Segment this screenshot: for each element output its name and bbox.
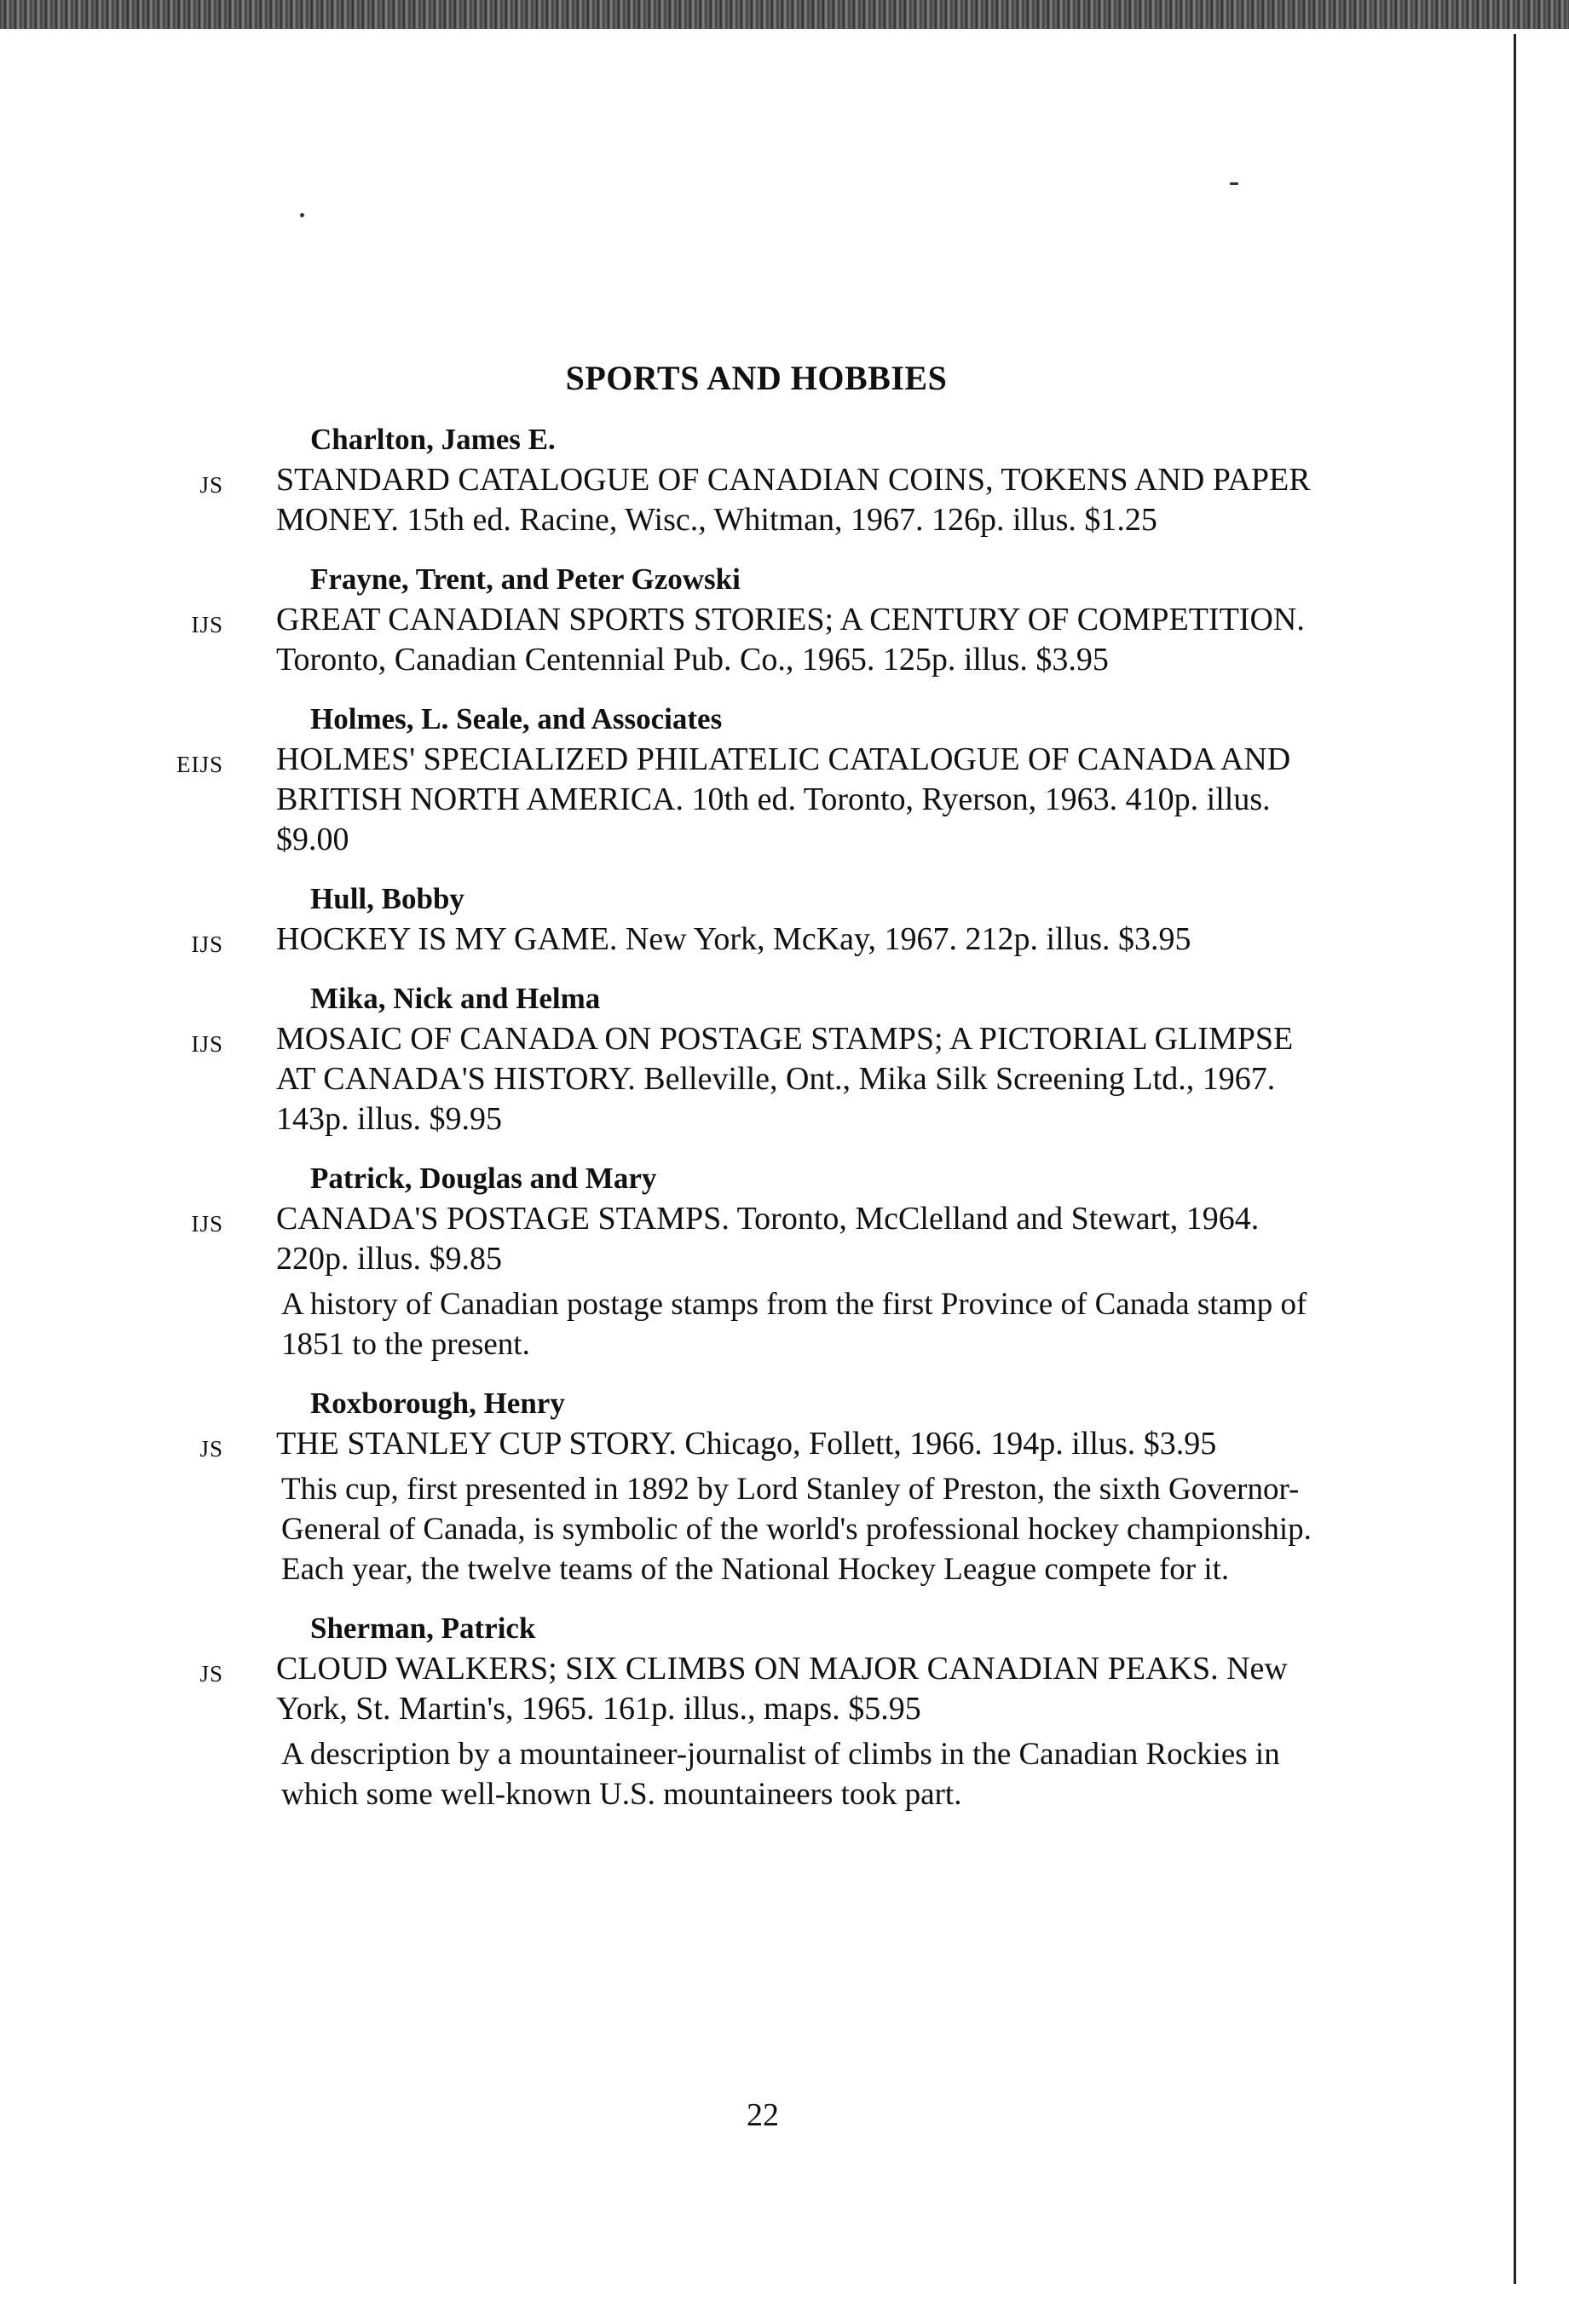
- reading-level-code: JS: [199, 1661, 223, 1687]
- entry-annotation: A history of Canadian postage stamps from the first Province of Canada stamp of 1851 to the present.: [281, 1287, 1307, 1362]
- entry-citation-row: [0, 460, 1569, 540]
- entry-author: Mika, Nick and Helma: [310, 982, 601, 1015]
- entry-author: Roxborough, Henry: [310, 1387, 565, 1420]
- bibliography-entry: [0, 419, 1569, 540]
- reading-level-code: JS: [199, 1436, 223, 1462]
- entry-author: Sherman, Patrick: [310, 1612, 536, 1645]
- entry-citation: CLOUD WALKERS; SIX CLIMBS ON MAJOR CANADIAN PEAKS. New York, St. Martin's, 1965. 161p. illus., maps. $5.95: [276, 1651, 1288, 1727]
- bibliography-entry: [0, 879, 1569, 960]
- entry-citation-row: [0, 1649, 1569, 1729]
- bibliography-entry: [0, 1158, 1569, 1364]
- entry-citation-row: [0, 1424, 1569, 1464]
- reading-level-code: IJS: [191, 1031, 223, 1057]
- section-heading: SPORTS AND HOBBIES: [565, 359, 948, 397]
- bibliography-entry: [0, 1383, 1569, 1589]
- entry-citation: THE STANLEY CUP STORY. Chicago, Follett, 1966. 194p. illus. $3.95: [276, 1426, 1217, 1462]
- entry-author: Charlton, James E.: [310, 423, 556, 456]
- bibliography-list: [0, 419, 1569, 1833]
- reading-level-code: IJS: [191, 931, 223, 957]
- entry-annotation: A description by a mountaineer-journalist of climbs in the Canadian Rockies in which some well-known U.S. mountaineers took part.: [281, 1737, 1280, 1812]
- bibliography-entry: [0, 1608, 1569, 1814]
- entry-citation-row: [0, 1019, 1569, 1139]
- entry-author: Holmes, L. Seale, and Associates: [310, 702, 723, 735]
- entry-citation: STANDARD CATALOGUE OF CANADIAN COINS, TOKENS AND PAPER MONEY. 15th ed. Racine, Wisc., Whitman, 1967. 126p. illus. $1.25: [276, 462, 1311, 538]
- reading-level-code: IJS: [191, 1211, 223, 1237]
- page-number: 22: [747, 2097, 779, 2133]
- scan-speck: [300, 213, 304, 217]
- entry-citation: HOLMES' SPECIALIZED PHILATELIC CATALOGUE OF CANADA AND BRITISH NORTH AMERICA. 10th ed. Toronto, Ryerson, 1963. 410p. illus. $9.00: [276, 741, 1291, 857]
- entry-author: Frayne, Trent, and Peter Gzowski: [310, 562, 741, 596]
- entry-citation-row: [0, 920, 1569, 960]
- entry-citation-row: [0, 740, 1569, 860]
- bibliography-entry: [0, 978, 1569, 1139]
- entry-annotation: This cup, first presented in 1892 by Lord Stanley of Preston, the sixth Governor-General of Canada, is symbolic of the world's professional hockey championship. Each year, the twelve teams of the National Hockey League compete for it.: [281, 1472, 1312, 1587]
- entry-citation: CANADA'S POSTAGE STAMPS. Toronto, McClelland and Stewart, 1964. 220p. illus. $9.85: [276, 1201, 1260, 1277]
- bibliography-entry: [0, 559, 1569, 680]
- reading-level-code: EIJS: [176, 752, 223, 777]
- entry-citation: HOCKEY IS MY GAME. New York, McKay, 1967. 212p. illus. $3.95: [276, 921, 1191, 957]
- reading-level-code: JS: [199, 472, 223, 498]
- entry-citation-row: [0, 1199, 1569, 1279]
- entry-citation: MOSAIC OF CANADA ON POSTAGE STAMPS; A PICTORIAL GLIMPSE AT CANADA'S HISTORY. Belleville, Ont., Mika Silk Screening Ltd., 1967. 143p. illus. $9.95: [276, 1021, 1294, 1137]
- scan-speck: [1230, 182, 1238, 185]
- reading-level-code: IJS: [191, 612, 223, 637]
- entry-citation: GREAT CANADIAN SPORTS STORIES; A CENTURY OF COMPETITION. Toronto, Canadian Centennial Pub. Co., 1965. 125p. illus. $3.95: [276, 602, 1305, 678]
- bibliography-entry: [0, 699, 1569, 860]
- entry-citation-row: [0, 600, 1569, 680]
- scan-top-edge: [0, 0, 1569, 29]
- entry-author: Patrick, Douglas and Mary: [310, 1162, 657, 1195]
- entry-author: Hull, Bobby: [310, 882, 464, 915]
